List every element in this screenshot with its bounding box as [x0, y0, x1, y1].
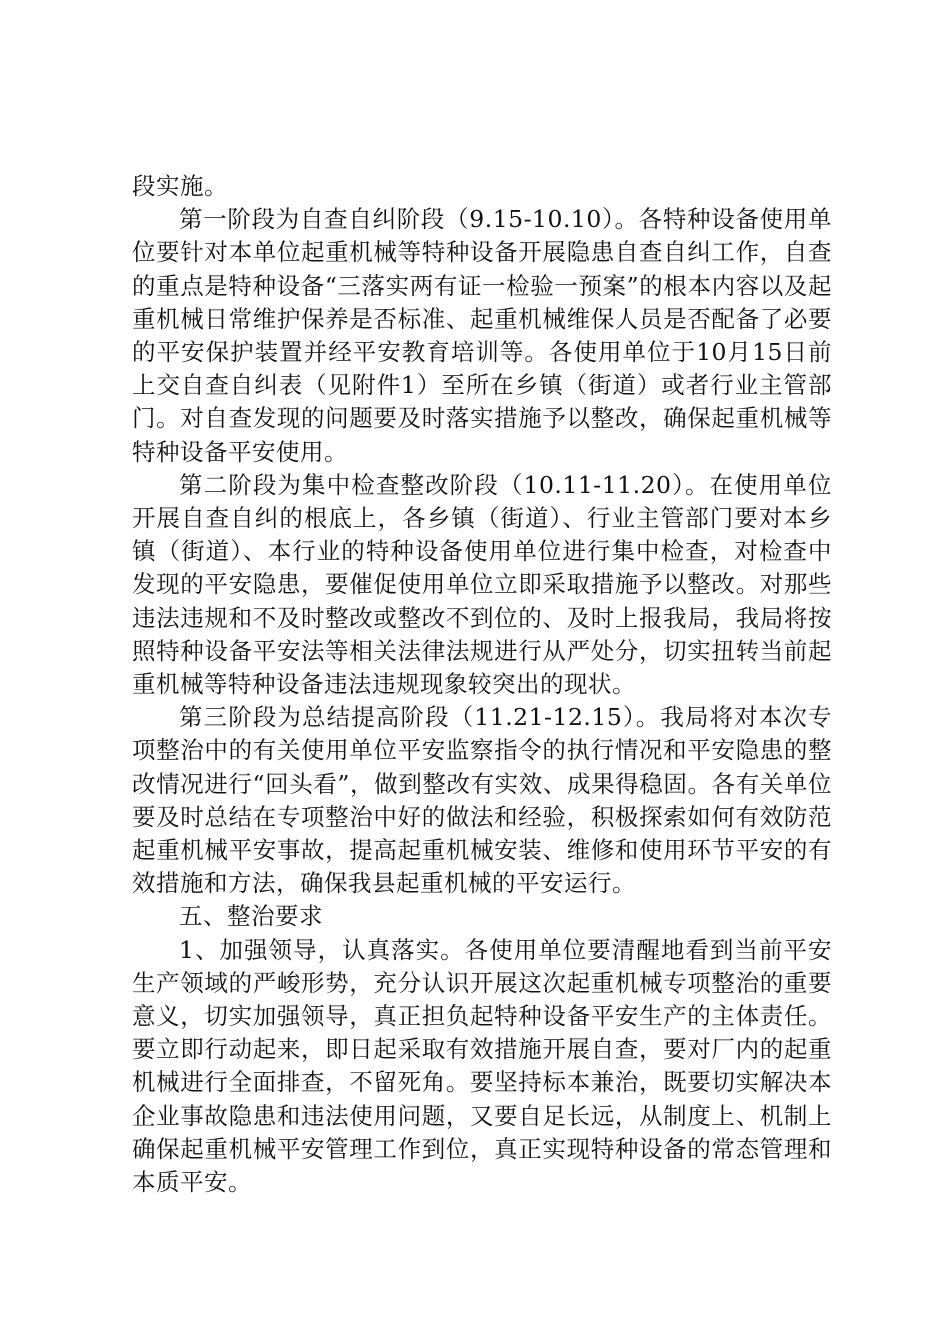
paragraph-stage-two: 第二阶段为集中检查整改阶段（10.11-11.20）。在使用单位开展自查自纠的根底上，各乡镇（街道）、行业主管部门要对本乡镇（街道）、本行业的特种设备使用单位进行集中检查，对检查中发现的平安隐患，要催促使用单位立即采取措施予以整改。对那些违法违规和不及时整改或整改不到位的、及时上报我局，我局将按照特种设备平安法等相关法律法规进行从严处分，切实扭转当前起重机械等特种设备违法违规现象较突出的现状。	[132, 470, 832, 699]
paragraph-requirement-one: 1、加强领导，认真落实。各使用单位要清醒地看到当前平安生产领域的严峻形势，充分认识开展这次起重机械专项整治的重要意义，切实加强领导，真正担负起特种设备平安生产的主体责任。要立即行动起来，即日起采取有效措施开展自查，要对厂内的起重机械进行全面排查，不留死角。要坚持标本兼治，既要切实解决本企业事故隐患和违法使用问题，又要自足长远，从制度上、机制上确保起重机械平安管理工作到位，真正实现特种设备的常态管理和本质平安。	[132, 935, 832, 1197]
section-heading-requirements: 五、整治要求	[179, 902, 323, 931]
paragraph-stage-one: 第一阶段为自查自纠阶段（9.15-10.10）。各特种设备使用单位要针对本单位起重机械等特种设备开展隐患自查自纠工作，自查的重点是特种设备“三落实两有证一检验一预案”的根本内容以及起重机械日常维护保养是否标准、起重机械维保人员是否配备了必要的平安保护装置并经平安教育培训等。各使用单位于10月15日前上交自查自纠表（见附件1）至所在乡镇（街道）或者行业主管部门。对自查发现的问题要及时落实措施予以整改，确保起重机械等特种设备平安使用。	[132, 205, 832, 466]
paragraph-stage-three: 第三阶段为总结提高阶段（11.21-12.15）。我局将对本次专项整治中的有关使用单位平安监察指令的执行情况和平安隐患的整改情况进行“回头看”，做到整改有实效、成果得稳固。各有关单位要及时总结在专项整治中好的做法和经验，积极探索如何有效防范起重机械平安事故，提高起重机械安装、维修和使用环节平安的有效措施和方法，确保我县起重机械的平安运行。	[132, 703, 832, 898]
document-body	[132, 170, 832, 1199]
paragraph-continuation: 段实施。	[132, 172, 228, 200]
